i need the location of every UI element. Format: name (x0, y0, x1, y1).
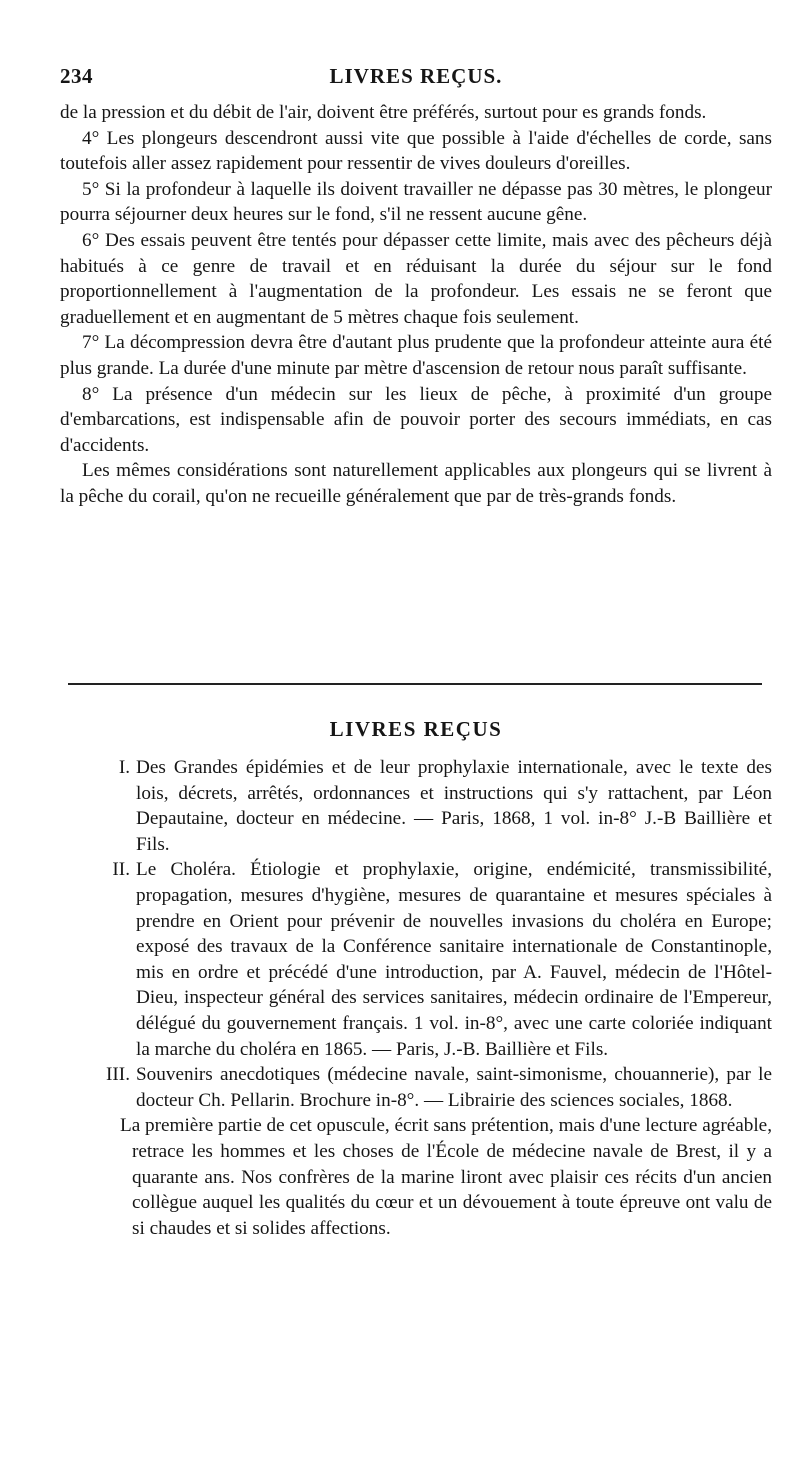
books-list (60, 755, 772, 1241)
book-comment: La première partie de cet opuscule, écrit sans prétention, mais d'une lecture agréable, retrace les hommes et les choses de l'École de médecine navale de Brest, il y a quarante ans. Nos confrères de la marine liront avec plaisir ces récits d'un ancien collègue auquel les qualités du cœur et un dévouement à toute épreuve ont valu de si chaudes et si solides affections. (120, 1115, 772, 1239)
paragraph-continuation: de la pression et du débit de l'air, doivent être préférés, surtout pour es grands fonds. (60, 102, 707, 123)
book-entry (60, 755, 772, 857)
paragraph-item-6: 6° Des essais peuvent être tentés pour dépasser cette limite, mais avec des pêcheurs déjà habitués à ce genre de travail et en réduisant la durée du séjour sur le fond proportionnellement à l'augmentation de la profondeur. Les essais ne se feront que graduellement et en augmentant de 5 mètres chaque fois seulement. (60, 229, 772, 328)
book-entry (60, 857, 772, 1062)
page-number: 234 (60, 64, 93, 88)
paragraph-item-4: 4° Les plongeurs descendront aussi vite que possible à l'aide d'échelles de corde, sans toutefois aller assez rapidement pour ressentir de vives douleurs d'oreilles. (60, 127, 772, 175)
running-title: LIVRES REÇUS. (329, 64, 503, 88)
book-entry (60, 1062, 772, 1113)
page-header (60, 58, 772, 92)
book-numeral: I. (118, 757, 130, 778)
paragraph-item-5: 5° Si la profondeur à laquelle ils doivent travailler ne dépasse pas 30 mètres, le plongeur pourra séjourner deux heures sur le fond, s'il ne ressent aucune gêne. (60, 178, 772, 226)
paragraph-coral: Les mêmes considérations sont naturellement applicables aux plongeurs qui se livrent à la pêche du corail, qu'on ne recueille généralement que par de très-grands fonds. (60, 460, 772, 507)
book-description: Le Choléra. Étiologie et prophylaxie, origine, endémicité, transmissibilité, propagation, mesures d'hygiène, mesures de quarantaine et mesures spéciales à prendre en Orient pour prévenir de nouvelles invasions du choléra en Europe; exposé des travaux de la Conférence sanitaire internationale de Constantinople, mis en ordre et précédé d'une introduction, par A. Fauvel, médecin de l'Hôtel-Dieu, inspecteur général des services sanitaires, médecin ordinaire de l'Empereur, délégué du gouvernement français. 1 vol. in-8°, avec une carte coloriée indiquant la marche du choléra en 1865. — Paris, J.-B. Baillière et Fils. (136, 859, 772, 1060)
paragraph-item-8: 8° La présence d'un médecin sur les lieux de pêche, à proximité d'un groupe d'embarcations, est indispensable afin de pouvoir porter des secours immédiats, en cas d'accidents. (60, 383, 772, 456)
book-description: Des Grandes épidémies et de leur prophylaxie internationale, avec le texte des lois, décrets, arrêtés, ordonnances et instructions qui s'y rattachent, par Léon Depautaine, docteur en médecine. — Paris, 1868, 1 vol. in-8° J.-B Baillière et Fils. (136, 757, 772, 855)
section-title: LIVRES REÇUS (329, 717, 503, 741)
book-numeral: II. (112, 859, 130, 881)
book-description: Souvenirs anecdotiques (médecine navale, saint-simonisme, chouannerie), par le docteur Ch. Pellarin. Brochure in-8°. — Librairie des sciences sociales, 1868. (136, 1064, 772, 1111)
paragraph-item-7: 7° La décompression devra être d'autant plus prudente que la profondeur atteinte aura été plus grande. La durée d'une minute par mètre d'ascension de retour nous paraît suffisante. (60, 332, 772, 379)
book-numeral: III. (106, 1064, 130, 1086)
section-divider (68, 683, 762, 685)
body-text-top (60, 100, 772, 510)
